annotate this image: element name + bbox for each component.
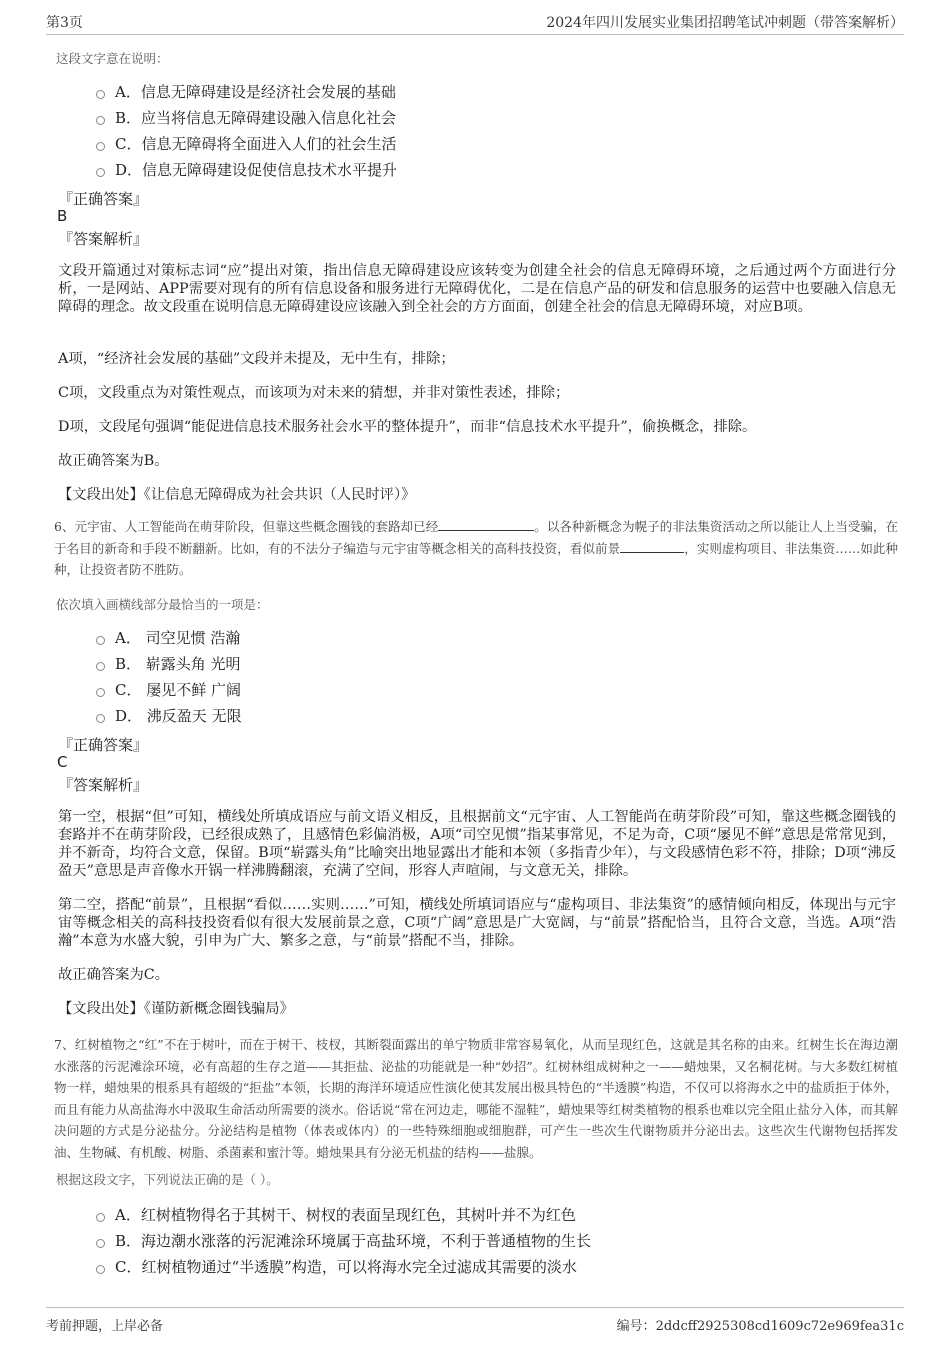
q6-answer-label: 『正确答案』 <box>58 736 149 754</box>
q6-answer: C <box>57 753 68 771</box>
q5-answer: B <box>57 207 68 225</box>
q7-prompt: 根据这段文字，下列说法正确的是（ ）。 <box>56 1172 279 1187</box>
q6-option-c[interactable]: C． 屡见不鲜 广阔 <box>96 676 242 702</box>
radio-icon[interactable] <box>96 1265 105 1274</box>
radio-icon[interactable] <box>96 636 105 645</box>
q6-option-b[interactable]: B． 崭露头角 光明 <box>96 650 242 676</box>
page-footer <box>46 1307 904 1334</box>
page-number: 第3页 <box>46 15 83 31</box>
q5-analysis-p3: C项，文段重点为对策性观点，而该项为对未来的猜想，并非对策性表述，排除； <box>58 385 570 401</box>
q6-source: 【文段出处】《谨防新概念圈钱骗局》 <box>58 1001 294 1017</box>
q5-option-b[interactable]: B．应当将信息无障碍建设融入信息化社会 <box>96 104 397 130</box>
q5-analysis-label: 『答案解析』 <box>58 230 149 248</box>
radio-icon[interactable] <box>96 142 105 151</box>
q6-option-a[interactable]: A． 司空见惯 浩瀚 <box>96 624 242 650</box>
footer-slogan: 考前押题，上岸必备 <box>46 1319 164 1334</box>
q5-option-d[interactable]: D．信息无障碍建设促使信息技术水平提升 <box>96 156 397 182</box>
q7-options <box>96 1201 591 1279</box>
q6-stem: 6、元宇宙、人工智能尚在萌芽阶段，但靠这些概念圈钱的套路却已经 。以各种新概念为幌子的非法集资活动之所以能让人上当受骗，在于名目的新奇和手段不断翻新。比如，有的不法分子编造与元宇宙等概念相关的高科技投资，看似前景 ，实则虚构项目、非法集资……如此种种，让投资者防不胜防。 <box>54 519 898 577</box>
q7-option-c[interactable]: C．红树植物通过“半透膜”构造，可以将海水完全过滤成其需要的淡水 <box>96 1253 591 1279</box>
radio-icon[interactable] <box>96 90 105 99</box>
q5-intro: 这段文字意在说明： <box>56 51 169 66</box>
q6-option-d[interactable]: D． 沸反盈天 无限 <box>96 702 242 728</box>
radio-icon[interactable] <box>96 168 105 177</box>
q6-options <box>96 624 242 728</box>
q5-analysis-p1: 文段开篇通过对策标志词“应”提出对策，指出信息无障碍建设应该转变为创建全社会的信息无障碍环境，之后通过两个方面进行分析，一是网站、APP需要对现有的所有信息设备和服务进行无障碍优化，二是在信息产品的研发和信息服务的运营中也要融入信息无障碍的理念。故文段重在说明信息无障碍建设应该融入到全社会的方方面面，创建全社会的信息无障碍环境，对应B项。 <box>58 263 896 315</box>
q5-options <box>96 78 397 182</box>
q5-option-a[interactable]: A．信息无障碍建设是经济社会发展的基础 <box>96 78 397 104</box>
radio-icon[interactable] <box>96 714 105 723</box>
q7-stem: 7、红树植物之“红”不在于树叶，而在于树干、枝杈，其断裂面露出的单宁物质非常容易氧化，从而呈现红色，这就是其名称的由来。红树生长在海边潮水涨落的污泥滩涂环境，必有高超的生存之道——其拒盐、泌盐的功能就是一种“妙招”。红树林组成树种之一——蜡烛果，又名桐花树。与大多数红树植物一样，蜡烛果的根系具有超级的“拒盐”本领，长期的海洋环境适应性演化使其发展出极具特色的“半透膜”构造，不仅可以将海水之中的盐质拒于体外，而且有能力从高盐海水中汲取生命活动所需要的淡水。俗话说“常在河边走，哪能不湿鞋”，蜡烛果等红树类植物的根系也难以完全阻止盐分入体，而其解决问题的方式是分泌盐分。分泌结构是植物（体表或体内）的一些特殊细胞或细胞群，可产生一些次生代谢物质并分泌出去。这些次生代谢物包括挥发油、生物碱、有机酸、树脂、杀菌素和蜜汁等。蜡烛果具有分泌无机盐的结构——盐腺。 <box>54 1037 898 1160</box>
q6-analysis-p1: 第一空，根据“但”可知，横线处所填成语应与前文语义相反，且根据前文“元宇宙、人工智能尚在萌芽阶段”可知，靠这些概念圈钱的套路并不在萌芽阶段，已经很成熟了，且感情色彩偏消极，A项“司空见惯”指某事常见，不足为奇，C项“屡见不鲜”意思是常常见到，并不新奇，均符合文意，保留。B项“崭露头角”比喻突出地显露出才能和本领（多指青少年），与文段感情色彩不符，排除；D项“沸反盈天”意思是声音像水开锅一样沸腾翻滚，充满了空间，形容人声喧闹，与文意无关，排除。 <box>58 809 896 879</box>
q5-analysis-p2: A项，“经济社会发展的基础”文段并未提及，无中生有，排除； <box>58 351 455 367</box>
q5-source: 【文段出处】《让信息无障碍成为社会共识（人民时评）》 <box>58 487 416 503</box>
q5-option-c[interactable]: C．信息无障碍将全面进入人们的社会生活 <box>96 130 397 156</box>
q5-answer-label: 『正确答案』 <box>58 190 149 208</box>
radio-icon[interactable] <box>96 688 105 697</box>
q5-analysis-p5: 故正确答案为B。 <box>58 453 169 469</box>
q6-blank-2 <box>620 540 684 553</box>
q5-analysis-p4: D项，文段尾句强调“能促进信息技术服务社会水平的整体提升”，而非“信息技术水平提升”，偷换概念，排除。 <box>58 419 757 435</box>
radio-icon[interactable] <box>96 1213 105 1222</box>
radio-icon[interactable] <box>96 662 105 671</box>
page-header <box>46 12 904 35</box>
q6-analysis-label: 『答案解析』 <box>58 776 149 794</box>
radio-icon[interactable] <box>96 116 105 125</box>
radio-icon[interactable] <box>96 1239 105 1248</box>
document-id: 编号：2ddcff2925308cd1609c72e969fea31c <box>616 1319 904 1334</box>
q6-prompt: 依次填入画横线部分最恰当的一项是： <box>56 597 269 612</box>
q6-analysis-p2: 第二空，搭配“前景”，且根据“看似……实则……”可知，横线处所填词语应与“虚构项目、非法集资”的感情倾向相反，体现出与元宇宙等概念相关的高科技投资看似有很大发展前景之意，C项“广阔”意思是广大宽阔，与“前景”搭配恰当，且符合文意，当选。A项“浩瀚”本意为水盛大貌，引申为广大、繁多之意，与“前景”搭配不当，排除。 <box>58 897 896 949</box>
document-title: 2024年四川发展实业集团招聘笔试冲刺题（带答案解析） <box>546 15 904 31</box>
q7-option-a[interactable]: A．红树植物得名于其树干、树杈的表面呈现红色，其树叶并不为红色 <box>96 1201 591 1227</box>
q7-option-b[interactable]: B．海边潮水涨落的污泥滩涂环境属于高盐环境，不利于普通植物的生长 <box>96 1227 591 1253</box>
q6-analysis-p3: 故正确答案为C。 <box>58 967 170 983</box>
q6-blank-1 <box>438 518 534 531</box>
